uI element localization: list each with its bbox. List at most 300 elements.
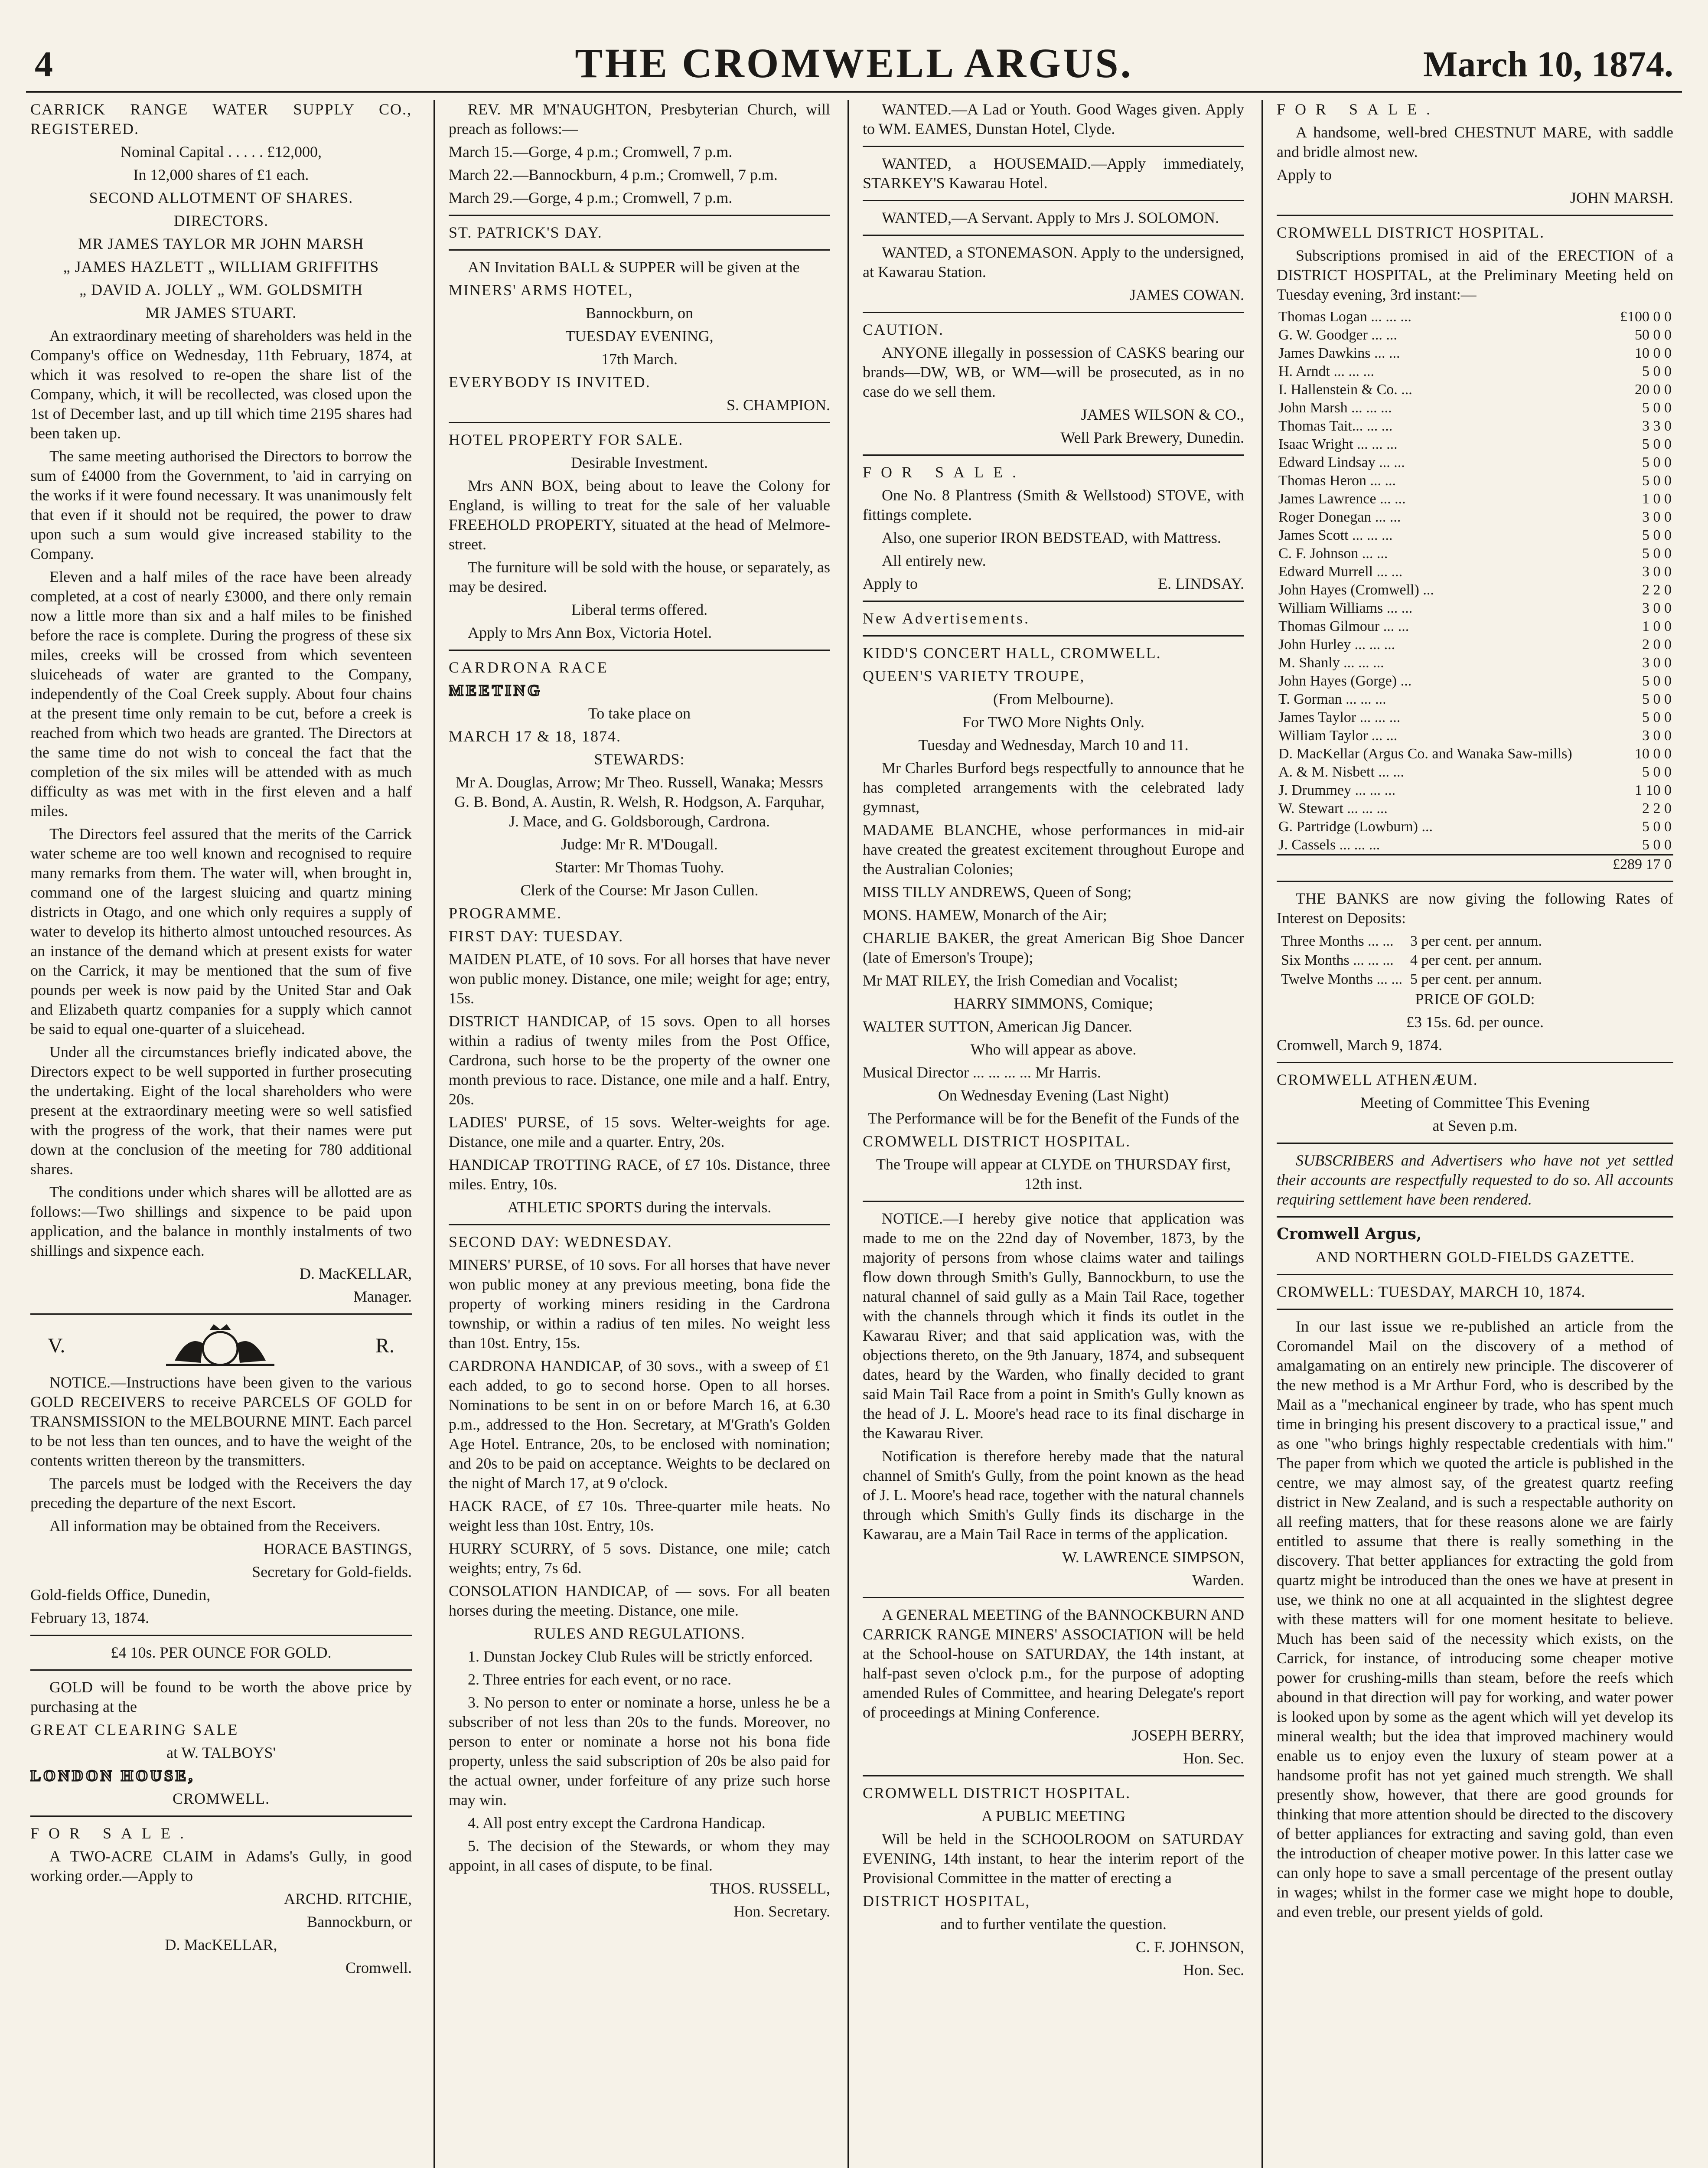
notice-paragraph: The parcels must be lodged with the Receivers the day preceding the departure of the next Escort. [30, 1475, 412, 1512]
rule-item: 2. Three entries for each event, or no race. [468, 1671, 732, 1688]
apply-line [863, 574, 1244, 594]
ad-text: Mr Charles Burford begs respectfully to announce that he has completed arrangements with the celebrated lady gymnast, [863, 759, 1244, 816]
crest-letter-v: V. [48, 1334, 65, 1357]
ad-heading: £4 10s. PER OUNCE FOR GOLD. [111, 1644, 332, 1661]
column-3 [863, 100, 1244, 2168]
editorial-article: In our last issue we re-published an article from the Coromandel Mail on the discovery of a method of amalgamating on an entirely new principle. The discoverer of the new method is a Mr Arthur Ford, who is described by the Mail as a "mechanical engineer by trade, who has spent much time in bringing his present discovery to a practical issue," and as one "who brings highly respectable credentials with him." The paper from which we quoted the article is published in the centre, we may almost say, of the greatest quartz reefing district in New Zealand, and is such a respectable authority on all reefing matters, that for these reasons alone we are fairly entitled to assume that there is really something in the discovery. That better appliances for extracting the gold from quartz might be introduced than the ones we have at present in use, we think no one at all acquainted in the slightest degree with these matters will for one moment hesitate to believe. Much has been said of the necessity which exists, on the Carrick, for instance, of introducing some cheaper motive power for crushing-mills than steam, before the reefs which abound in that direction will pay for working, and water power is looked upon by some as the agent which will yet develop its mineral wealth; but the idea that improved machinery would enable us to enjoy even the luxury of steam power at a handsome profit has not yet gained much strength. We shall presently show, however, that there are good grounds for thinking that more attention should be directed to the discovery of better appliances for extracting and saving gold, than even the introduction of cheaper motive power. In this latter case we can only hope to save a small percentage of the present outlay in wages; whilst in the former case we might hope to double, and even treble, our present yields of gold. [1277, 1318, 1673, 1920]
divider [30, 1669, 412, 1671]
notice-paragraph: Notification is therefore hereby made that the natural channel of Smith's Gully, from the point known as the head of J. L. Moore's head race, together with the natural channels through which Smith's Gully finds its discharge in the Kawarau, are a Main Tail Race in terms of the application. [863, 1447, 1244, 1543]
wanted-ad: WANTED, a STONEMASON. Apply to the undersigned, at Kawarau Station. [863, 244, 1244, 281]
subscription-row [1277, 490, 1673, 508]
subscription-amount: 5 0 0 [1642, 527, 1672, 543]
ad-heading-outline: MEETING [449, 682, 543, 699]
divider [863, 1597, 1244, 1598]
signature-title: Secretary for Gold-fields. [252, 1563, 412, 1580]
subscription-row [1277, 454, 1673, 472]
subscription-amount: 5 0 0 [1642, 363, 1672, 379]
signature: THOS. RUSSELL, [710, 1880, 830, 1897]
ad-text: at W. TALBOYS' [166, 1744, 276, 1761]
race-entry: HACK RACE, of £7 10s. Three-quarter mile heats. No weight less than 10st. Entry, 10s. [449, 1497, 830, 1534]
hospital-subscriptions [1277, 223, 1673, 874]
ad-text: On Wednesday Evening (Last Night) [938, 1087, 1169, 1104]
divider [863, 1201, 1244, 1202]
divider [1277, 1309, 1673, 1310]
venue-name: MINERS' ARMS HOTEL, [449, 281, 633, 299]
performer-line: CHARLIE BAKER, the great American Big Shoe Dancer (late of Emerson's Troupe); [863, 929, 1244, 966]
ad-text: 17th March. [601, 350, 678, 368]
ad-text: at Seven p.m. [1432, 1117, 1518, 1134]
subscriber-name: G. W. Goodger ... ... [1278, 327, 1397, 343]
subscriber-name: W. Stewart ... ... ... [1278, 800, 1388, 816]
subscription-row [1277, 326, 1673, 344]
masthead [26, 26, 1682, 93]
section-heading: New Advertisements. [863, 610, 1030, 627]
ball-ad [449, 223, 830, 415]
ad-text: Liberal terms offered. [571, 601, 708, 618]
signature: E. LINDSAY. [1157, 575, 1244, 592]
divider [30, 1313, 412, 1315]
ad-text: All entirely new. [882, 552, 986, 569]
schedule-line: March 15.—Gorge, 4 p.m.; Cromwell, 7 p.m. [449, 143, 733, 160]
column-rule [847, 100, 849, 2168]
subscriber-name: Thomas Logan ... ... ... [1278, 309, 1411, 325]
rate-row [1278, 951, 1545, 970]
ad-heading: CARRICK RANGE WATER SUPPLY CO., REGISTERED. [30, 101, 412, 137]
subscriber-name: Roger Donegan ... ... [1278, 509, 1401, 525]
notice-heading: DISTRICT HOSPITAL, [863, 1892, 1030, 1910]
directors-line: MR JAMES STUART. [145, 304, 297, 321]
ad-date: Cromwell, March 9, 1874. [1277, 1036, 1442, 1054]
subscription-row [1277, 362, 1673, 381]
subscription-row [1277, 836, 1673, 855]
divider [863, 601, 1244, 602]
subscriber-name: G. Partridge (Lowburn) ... [1278, 819, 1433, 835]
directors-heading: DIRECTORS. [173, 212, 269, 229]
rule-item: 3. No person to enter or nominate a horse, unless he be a subscriber of not less than 20s to the funds. Moreover, no person to enter or nominate a horse not his bona fide property, unless the said subscription of 20s be also paid for the actual owner, under forfeiture of any prize such horse may win. [449, 1694, 830, 1809]
signature: S. CHAMPION. [726, 396, 830, 414]
subscription-amount: 5 0 0 [1642, 473, 1672, 489]
subscriber-name: I. Hallenstein & Co. ... [1278, 382, 1412, 398]
ad-heading: KIDD'S CONCERT HALL, CROMWELL. [863, 644, 1161, 662]
subscription-row [1277, 545, 1673, 563]
divider [1277, 1143, 1673, 1144]
signature-place: Well Park Brewery, Dunedin. [1060, 429, 1244, 446]
subscription-row [1277, 636, 1673, 654]
column-4 [1277, 100, 1673, 2168]
notice-paragraph: Will be held in the SCHOOLROOM on SATURDAY EVENING, 14th instant, to hear the interim report of the Provisional Committee in the matter of erecting a [863, 1830, 1244, 1887]
ad-subheading: Desirable Investment. [571, 454, 708, 471]
ad-text: The furniture will be sold with the house, or separately, as may be desired. [449, 558, 830, 595]
column-rule [1261, 100, 1263, 2168]
ad-subheading: A PUBLIC MEETING [981, 1807, 1125, 1825]
signature: HORACE BASTINGS, [263, 1540, 412, 1557]
signature: ARCHD. RITCHIE, [284, 1890, 412, 1907]
body-paragraph: An extraordinary meeting of shareholders was held in the Company's office on Wednesday, 11th February, 1874, at which it was resolved to re-open the share list of the Company, which, it will be recollected, was closed upon the 1st of December last, and up till which time 2195 shares had been taken up. [30, 327, 412, 442]
ad-text: To take place on [588, 705, 691, 722]
subscription-amount: 5 0 0 [1642, 545, 1672, 562]
subscription-row [1277, 690, 1673, 709]
subscription-total-row [1277, 855, 1673, 874]
divider [449, 422, 830, 423]
race-dates: MARCH 17 & 18, 1874. [449, 728, 622, 745]
notice-paragraph: A GENERAL MEETING of the BANNOCKBURN AND CARRICK RANGE MINERS' ASSOCIATION will be held at the School-house on SATURDAY, the 14th instant, at half-past seven o'clock p.m., for the purpose of adopting amended Rules of Committee, and hearing Delegate's report of proceedings at Mining Conference. [863, 1606, 1244, 1721]
divider [30, 1815, 412, 1817]
subscription-amount: 5 0 0 [1642, 454, 1672, 470]
body-paragraph: The Directors feel assured that the merits of the Carrick water scheme are too well known and recognised to require many remarks from them. The water will, when brought in, command one of the largest sluicing and quartz mining districts in Otago, and one which only requires a supply of water to develop its hitherto almost untouched resources. As an instance of the demand which at present exists for water on the Carrick, it may be mentioned that the sum of five pounds per week is now paid by the United Star and Oak and Elizabeth quartz companies for a supply which cannot be said to equal one-quarter of a sluicehead. [30, 825, 412, 1038]
subscription-amount: 2 2 0 [1642, 582, 1672, 598]
subscription-row [1277, 381, 1673, 399]
subscription-amount: 5 0 0 [1642, 691, 1672, 707]
subscriber-name: John Hayes (Cromwell) ... [1278, 582, 1434, 598]
gold-price-ad [30, 1643, 412, 1809]
subscription-amount: 1 0 0 [1642, 491, 1672, 507]
apply-label: Apply to [863, 575, 918, 592]
schedule-line: March 29.—Gorge, 4 p.m.; Cromwell, 7 p.m. [449, 189, 733, 206]
store-name: LONDON HOUSE, [30, 1767, 196, 1784]
ad-text: Bannockburn, on [586, 304, 693, 322]
divider [449, 215, 830, 216]
ad-heading: HOTEL PROPERTY FOR SALE. [449, 431, 684, 448]
subscription-row [1277, 818, 1673, 836]
subscription-amount: 5 0 0 [1642, 709, 1672, 725]
divider [449, 249, 830, 251]
divider [1277, 1274, 1673, 1275]
ad-text: A TWO-ACRE CLAIM in Adams's Gully, in good working order.—Apply to [30, 1848, 412, 1884]
signature: W. LAWRENCE SIMPSON, [1062, 1548, 1244, 1566]
ad-text: Also, one superior IRON BEDSTEAD, with Mattress. [882, 529, 1221, 546]
subscription-row [1277, 435, 1673, 454]
rules-heading: RULES AND REGULATIONS. [534, 1625, 745, 1642]
directors-line: MR JAMES TAYLOR MR JOHN MARSH [78, 235, 364, 252]
general-meeting-notice [863, 1605, 1244, 1768]
ad-text: Tuesday and Wednesday, March 10 and 11. [918, 736, 1189, 754]
rate-term: Three Months ... ... [1281, 933, 1394, 949]
nameplate-subtitle: AND NORTHERN GOLD-FIELDS GAZETTE. [1315, 1248, 1635, 1266]
notice-paragraph: NOTICE.—I hereby give notice that application was made to me on the 22nd day of November, 1873, by the majority of persons from whose claims water and tailings flow down through Smith's Gully, Bannockburn, to use the natural channel of said gully as a Main Tail Race, together with the channels through which it finds its outlet in the Kawarau River; and that said application was, with the objections thereto, on the 9th January, 1874, and subsequent dates, heard by the Warden, who finally decided to grant said Main Tail Race from a point in Smith's Gully known as the head of J. L. Moore's head race to its final discharge in the Kawarau River. [863, 1210, 1244, 1442]
subscription-row [1277, 800, 1673, 818]
subscription-row [1277, 599, 1673, 617]
ad-text: Musical Director ... ... ... ... Mr Harris. [863, 1064, 1101, 1081]
page-title: THE CROMWELL ARGUS. [575, 40, 1133, 86]
notice-paragraph: All information may be obtained from the Receivers. [49, 1517, 381, 1535]
performer-line: Mr MAT RILEY, the Irish Comedian and Vocalist; [863, 972, 1178, 989]
gold-price-heading: PRICE OF GOLD: [1415, 990, 1535, 1008]
divider [863, 146, 1244, 147]
divider [449, 650, 830, 651]
notice-paragraph: and to further ventilate the question. [940, 1915, 1167, 1933]
subscriber-name: J. Cassels ... ... ... [1278, 837, 1380, 853]
subscriber-name: James Scott ... ... ... [1278, 527, 1393, 543]
subscription-row [1277, 745, 1673, 763]
interest-rates [1277, 931, 1546, 989]
subscription-amount: 2 2 0 [1642, 800, 1672, 816]
official-line: Starter: Mr Thomas Tuohy. [554, 859, 724, 876]
newspaper-nameplate: Cromwell Argus, [1277, 1225, 1422, 1243]
subscription-row [1277, 672, 1673, 690]
ad-heading: CROMWELL DISTRICT HOSPITAL. [863, 1784, 1131, 1802]
wanted-ad: WANTED.—A Lad or Youth. Good Wages given. Apply to WM. EAMES, Dunstan Hotel, Clyde. [863, 101, 1244, 137]
signature-place: Cromwell. [346, 1959, 412, 1976]
subscriber-name: Edward Murrell ... ... [1278, 564, 1403, 580]
body-paragraph: The conditions under which shares will be allotted are as follows:—Two shillings and sixpence to be paid upon application, and the balance in monthly instalments of two shillings and sixpence each. [30, 1183, 412, 1259]
rule-item: 1. Dunstan Jockey Club Rules will be strictly enforced. [468, 1648, 813, 1665]
benefit-name: CROMWELL DISTRICT HOSPITAL. [863, 1133, 1131, 1150]
ad-text: One No. 8 Plantress (Smith & Wellstood) STOVE, with fittings complete. [863, 486, 1244, 523]
subscription-total: £289 17 0 [1596, 855, 1673, 874]
programme-heading: PROGRAMME. [449, 904, 562, 922]
subscriber-name: T. Gorman ... ... ... [1278, 691, 1386, 707]
carrick-water-ad [30, 100, 412, 1306]
subscription-row [1277, 399, 1673, 417]
subscription-row [1277, 709, 1673, 727]
signature-title: Hon. Secretary. [733, 1903, 830, 1920]
page-number: 4 [35, 44, 53, 85]
divider [1277, 1216, 1673, 1218]
signature: JAMES COWAN. [1129, 286, 1244, 304]
shares-line: In 12,000 shares of £1 each. [133, 166, 309, 183]
hotel-sale-ad [449, 430, 830, 643]
race-entry: CARDRONA HANDICAP, of 30 sovs., with a sweep of £1 each added, to go to second horse. Open to all horses. Nominations to be sent in on or before March 16, at 6.30 p.m., addressed to the Hon. Secretary, at M'Grath's Golden Age Hotel. Entrance, 20s, to be enclosed with nomination; and 20s to be paid on acceptance. Weights to be declared on the night of March 17, at 9 o'clock. [449, 1357, 830, 1492]
divider [1277, 215, 1673, 216]
subscription-amount: 5 0 0 [1642, 819, 1672, 835]
ad-text: The Troupe will appear at CLYDE on THURSDAY first, 12th inst. [876, 1156, 1231, 1192]
subscription-row [1277, 727, 1673, 745]
subscriber-name: William Taylor ... ... [1278, 728, 1398, 744]
subscriber-name: A. & M. Nisbett ... ... [1278, 764, 1404, 780]
subscriber-name: Isaac Wright ... ... ... [1278, 436, 1398, 452]
signature-place: Bannockburn, or [307, 1913, 412, 1930]
subscription-amount: 5 0 0 [1642, 400, 1672, 416]
ad-heading: CROMWELL ATHENÆUM. [1277, 1071, 1478, 1088]
subscription-amount: 1 10 0 [1635, 782, 1672, 798]
rule-item: 5. The decision of the Stewards, or whom they may appoint, in all cases of dispute, to be final. [449, 1837, 830, 1874]
stewards-heading: STEWARDS: [594, 751, 685, 768]
editorial-dateline: CROMWELL: TUESDAY, MARCH 10, 1874. [1277, 1283, 1586, 1300]
divider [863, 312, 1244, 313]
divider [863, 635, 1244, 637]
coat-of-arms-icon [149, 1322, 292, 1369]
divider [1277, 881, 1673, 882]
subscriber-name: H. Arndt ... ... ... [1278, 363, 1374, 379]
ad-heading: FOR SALE. [30, 1825, 194, 1842]
subscription-list [1277, 308, 1673, 874]
subscription-amount: 1 0 0 [1642, 618, 1672, 634]
divider [863, 454, 1244, 456]
ad-text: (From Melbourne). [993, 690, 1114, 708]
official-line: Clerk of the Course: Mr Jason Cullen. [520, 882, 759, 899]
subscription-row [1277, 526, 1673, 545]
signature-title: Hon. Sec. [1183, 1750, 1244, 1767]
signature-title: Manager. [353, 1288, 412, 1305]
subscription-amount: 3 0 0 [1642, 600, 1672, 616]
ad-text: THE BANKS are now giving the following Rates of Interest on Deposits: [1277, 890, 1673, 927]
signature: JAMES WILSON & CO., [1081, 406, 1244, 423]
body-paragraph: Eleven and a half miles of the race have been already completed, at a cost of nearly £3000, and there only remain now a little more than six and a half miles to be finished before the race is complete. During the progress of these six miles, creeks will be crossed from which seventeen sluiceheads of water are granted to the Company, independently of the Coal Creek supply. About four chains at the present time only remain to be cut, before a creek is reached from which two heads are granted. The Directors at the same time do not wish to conceal the fact that the completion of the six miles will be attended with as much difficulty as was met with in the first eleven and a half miles. [30, 568, 412, 820]
gold-notice [30, 1373, 412, 1628]
divider [863, 1775, 1244, 1776]
ad-heading: FOR SALE. [1277, 101, 1440, 118]
subscription-row [1277, 508, 1673, 526]
mare-sale-ad [1277, 100, 1673, 208]
rule-item: 4. All post entry except the Cardrona Handicap. [468, 1814, 766, 1832]
race-entry: HANDICAP TROTTING RACE, of £7 10s. Distance, three miles. Entry, 10s. [449, 1156, 830, 1193]
subscription-row [1277, 344, 1673, 362]
subscription-amount: 3 3 0 [1642, 418, 1672, 434]
notice-paragraph: REV. MR M'NAUGHTON, Presbyterian Church, will preach as follows:— [449, 101, 830, 137]
race-entry: ATHLETIC SPORTS during the intervals. [507, 1198, 772, 1216]
performer-line: WALTER SUTTON, American Jig Dancer. [863, 1018, 1132, 1035]
tail-race-notice [863, 1209, 1244, 1590]
day-heading: SECOND DAY: WEDNESDAY. [449, 1233, 672, 1251]
hospital-meeting-notice [863, 1783, 1244, 1980]
troupe-name: QUEEN'S VARIETY TROUPE, [863, 667, 1085, 685]
invite-line: EVERYBODY IS INVITED. [449, 373, 651, 391]
ad-heading: FOR SALE. [863, 464, 1026, 481]
subscriber-name: M. Shanly ... ... ... [1278, 655, 1384, 671]
subscription-amount: 3 0 0 [1642, 655, 1672, 671]
divider [449, 1224, 830, 1225]
signature-title: Warden. [1192, 1571, 1244, 1589]
gold-price: £3 15s. 6d. per ounce. [1406, 1013, 1544, 1031]
ad-text: Who will appear as above. [970, 1041, 1137, 1058]
subscription-row [1277, 581, 1673, 599]
ad-heading: CROMWELL DISTRICT HOSPITAL. [1277, 224, 1545, 241]
royal-crest [48, 1322, 394, 1369]
ad-text: TUESDAY EVENING, [565, 327, 714, 345]
ad-heading: CARDRONA RACE [449, 659, 610, 676]
race-entry: HURRY SCURRY, of 5 sovs. Distance, one mile; catch weights; entry, 7s 6d. [449, 1540, 830, 1577]
official-line: Judge: Mr R. M'Dougall. [561, 836, 718, 853]
race-entry: MAIDEN PLATE, of 10 sovs. For all horses that have never won public money. Distance, one mile; weight for age; entry, 15s. [449, 950, 830, 1007]
subscription-row [1277, 763, 1673, 781]
subscription-row [1277, 308, 1673, 326]
subscriber-name: Thomas Gilmour ... ... [1278, 618, 1409, 634]
subscription-amount: 10 0 0 [1635, 345, 1672, 361]
rate-value: 3 per cent. per annum. [1410, 933, 1542, 949]
subscription-amount: 3 0 0 [1642, 509, 1672, 525]
crest-letter-r: R. [375, 1334, 394, 1357]
rate-value: 5 per cent. per annum. [1410, 971, 1542, 987]
banks-rates-ad [1277, 889, 1673, 1055]
subscription-amount: 20 0 0 [1635, 382, 1672, 398]
ad-text: Mrs ANN BOX, being about to leave the Colony for England, is willing to treat for the sale of her valuable FREEHOLD PROPERTY, situated at the head of Melmore-street. [449, 477, 830, 553]
subscriber-name: J. Drummey ... ... ... [1278, 782, 1396, 798]
ad-text: Meeting of Committee This Evening [1360, 1094, 1590, 1111]
rate-value: 4 per cent. per annum. [1410, 952, 1542, 968]
subscribers-notice: SUBSCRIBERS and Advertisers who have not yet settled their accounts are respectfully requested to do so. All accounts requiring settlement have been rendered. [1277, 1152, 1673, 1208]
performer-line: MADAME BLANCHE, whose performances in mid-air have created the greatest excitement throughout Europe and the Australian Colonies; [863, 821, 1244, 878]
rate-term: Twelve Months ... ... [1281, 971, 1402, 987]
ad-text: GOLD will be found to be worth the above price by purchasing at the [30, 1678, 412, 1715]
directors-line: „ DAVID A. JOLLY „ WM. GOLDSMITH [79, 281, 363, 298]
column-2 [449, 100, 830, 2168]
ad-text: Subscriptions promised in aid of the ERECTION of a DISTRICT HOSPITAL, at the Preliminary Meeting held on Tuesday evening, 3rd instant:— [1277, 247, 1673, 303]
capital-line: Nominal Capital . . . . . £12,000, [121, 143, 322, 160]
subscriber-name: James Taylor ... ... ... [1278, 709, 1401, 725]
subscription-row [1277, 781, 1673, 800]
subscription-amount: 5 0 0 [1642, 764, 1672, 780]
performer-line: HARRY SIMMONS, Comique; [954, 995, 1153, 1012]
athenaeum-notice [1277, 1070, 1673, 1136]
caution-notice [863, 320, 1244, 447]
subscription-amount: 2 0 0 [1642, 637, 1672, 653]
divider [1277, 1062, 1673, 1063]
subscriber-name: John Hayes (Gorge) ... [1278, 673, 1412, 689]
signature: JOSEPH BERRY, [1131, 1727, 1244, 1744]
divider [30, 1635, 412, 1636]
subscription-amount: 3 0 0 [1642, 728, 1672, 744]
subscriber-name: Thomas Tait... ... ... [1278, 418, 1393, 434]
divider [863, 235, 1244, 236]
notice-office: Gold-fields Office, Dunedin, [30, 1586, 211, 1603]
stewards-list: Mr A. Douglas, Arrow; Mr Theo. Russell, Wanaka; Messrs G. B. Bond, A. Austin, R. Welsh, R. Hodgson, A. Farquhar, J. Mace, and G. Goldsborough, Cardrona. [454, 774, 825, 830]
church-notice [449, 100, 830, 208]
column-rule [434, 100, 435, 2168]
rate-row [1278, 932, 1545, 950]
body-paragraph: The same meeting authorised the Directors to borrow the sum of £4000 from the Government, to 'aid in carrying on the works if it were found necessary. It was unanimously felt that even if it should not be required, the power to draw upon such a sum would give increased stability to the Company. [30, 447, 412, 562]
subscription-row [1277, 417, 1673, 435]
subscriber-name: Thomas Heron ... ... [1278, 473, 1396, 489]
subscription-row [1277, 472, 1673, 490]
subscriber-name: William Williams ... ... [1278, 600, 1413, 616]
place-name: CROMWELL. [173, 1790, 270, 1807]
subscription-amount: 50 0 0 [1635, 327, 1672, 343]
rate-term: Six Months ... ... ... [1281, 952, 1394, 968]
subscriber-name: John Hurley ... ... ... [1278, 637, 1395, 653]
signature-title: Hon. Sec. [1183, 1961, 1244, 1979]
rate-row [1278, 970, 1545, 989]
subscriber-name: James Dawkins ... ... [1278, 345, 1400, 361]
divider [863, 200, 1244, 201]
performer-line: MISS TILLY ANDREWS, Queen of Song; [863, 883, 1132, 901]
subscription-amount: 5 0 0 [1642, 673, 1672, 689]
ad-text: AN Invitation BALL & SUPPER will be given at the [468, 258, 800, 276]
ad-heading: CAUTION. [863, 321, 944, 338]
wanted-ad: WANTED,—A Servant. Apply to Mrs J. SOLOMON. [882, 209, 1219, 226]
allotment-heading: SECOND ALLOTMENT OF SHARES. [89, 189, 353, 206]
signature: C. F. JOHNSON, [1135, 1938, 1244, 1956]
ad-text: A handsome, well-bred CHESTNUT MARE, with saddle and bridle almost new. [1277, 124, 1673, 160]
subscriber-name: James Lawrence ... ... [1278, 491, 1406, 507]
subscription-row [1277, 617, 1673, 636]
directors-line: „ JAMES HAZLETT „ WILLIAM GRIFFITHS [63, 258, 379, 275]
subscriber-name: John Marsh ... ... ... [1278, 400, 1392, 416]
ad-text: Apply to Mrs Ann Box, Victoria Hotel. [468, 624, 712, 641]
subscription-row [1277, 654, 1673, 672]
body-paragraph: Under all the circumstances briefly indicated above, the Directors expect to be well supported in further prosecuting the undertaking. Eight of the local shareholders who were present at the extraordinary meeting were so well satisfied with the progress of the work, that their names were put down at the conclusion of the meeting for 780 additional shares. [30, 1043, 412, 1178]
race-entry: CONSOLATION HANDICAP, of — sovs. For all beaten horses during the meeting. Distance, one mile. [449, 1582, 830, 1619]
concert-hall-ad [863, 643, 1244, 1194]
claim-for-sale-ad [30, 1824, 412, 1978]
day-heading: FIRST DAY: TUESDAY. [449, 927, 624, 945]
race-entry: MINERS' PURSE, of 10 sovs. For all horses that have never won public money at any previous meeting, bona fide the property of working miners residing in the Cardrona township, or within a radius of ten miles. No weight less than 10st. Entry, 15s. [449, 1256, 830, 1352]
sale-heading: GREAT CLEARING SALE [30, 1721, 239, 1738]
signature: D. MacKELLAR, [165, 1936, 277, 1953]
subscriber-name: Edward Lindsay ... ... [1278, 454, 1405, 470]
subscription-amount: £100 0 0 [1620, 309, 1672, 325]
subscriber-name: D. MacKellar (Argus Co. and Wanaka Saw-mills) [1278, 746, 1572, 762]
ad-heading: ST. PATRICK'S DAY. [449, 224, 603, 241]
notice-date: February 13, 1874. [30, 1609, 149, 1626]
subscriber-name: C. F. Johnson ... ... [1278, 545, 1388, 562]
race-entry: LADIES' PURSE, of 15 sovs. Welter-weights for age. Distance, one mile and a quarter. Entry, 20s. [449, 1113, 830, 1150]
column-1 [30, 100, 412, 2168]
issue-date: March 10, 1874. [1423, 44, 1673, 85]
performer-line: MONS. HAMEW, Monarch of the Air; [863, 906, 1107, 924]
subscription-amount: 3 0 0 [1642, 564, 1672, 580]
ad-text: The Performance will be for the Benefit of the Funds of the [867, 1110, 1239, 1127]
schedule-line: March 22.—Bannockburn, 4 p.m.; Cromwell, 7 p.m. [449, 166, 778, 183]
